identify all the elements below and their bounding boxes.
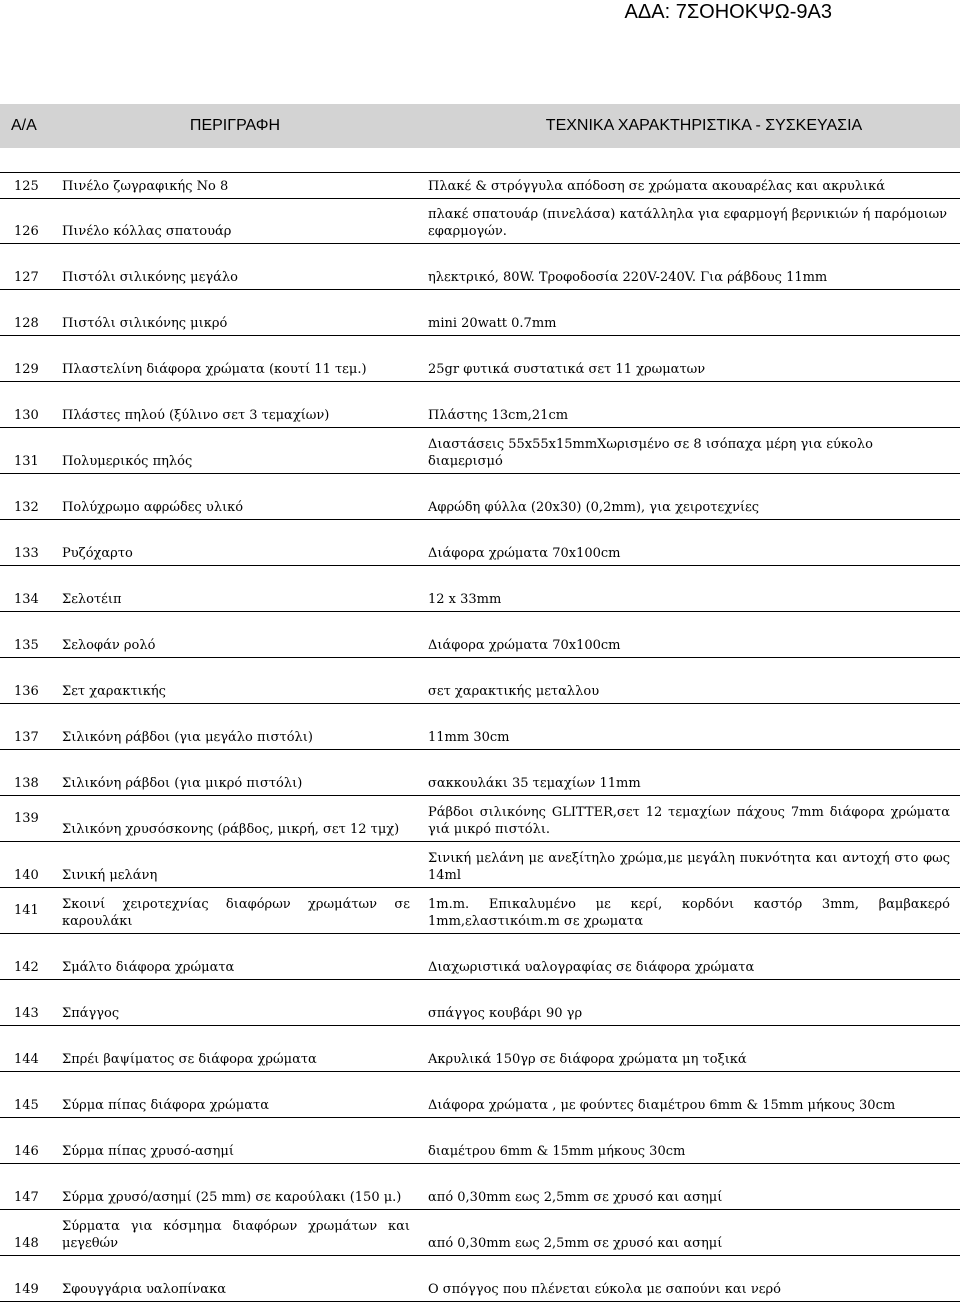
item-description: Σιλικόνη χρυσόσκονης (ράβδος, μικρή, σετ 12 τμχ) <box>52 796 418 842</box>
item-number: 131 <box>0 428 52 474</box>
table-row <box>0 173 960 199</box>
table-row <box>0 336 960 382</box>
table-row <box>0 520 960 566</box>
item-number: 138 <box>0 750 52 796</box>
item-number: 125 <box>0 173 52 199</box>
item-number: 140 <box>0 842 52 888</box>
item-specs: Διάφορα χρώματα 70x100cm <box>418 612 960 658</box>
table-row <box>0 750 960 796</box>
item-description: Πολύχρωμο αφρώδες υλικό <box>52 474 418 520</box>
item-number: 144 <box>0 1026 52 1072</box>
item-number: 136 <box>0 658 52 704</box>
item-specs: πλακέ σπατουάρ (πινελάσα) κατάλληλα για εφαρμογή βερνικιών ή παρόμοιων εφαρμογών. <box>418 199 960 244</box>
item-description: Σελοτέιπ <box>52 566 418 612</box>
item-description: Πινέλο ζωγραφικής Νο 8 <box>52 173 418 199</box>
item-specs: σετ χαρακτικής μεταλλου <box>418 658 960 704</box>
table-row <box>0 842 960 888</box>
item-number: 128 <box>0 290 52 336</box>
item-specs: Ακρυλικά 150γρ σε διάφορα χρώματα μη τοξικά <box>418 1026 960 1072</box>
item-number: 141 <box>0 888 52 934</box>
item-number: 133 <box>0 520 52 566</box>
item-number: 149 <box>0 1256 52 1302</box>
item-number: 129 <box>0 336 52 382</box>
item-description: Σύρματα για κόσμημα διαφόρων χρωμάτων και μεγεθών <box>52 1210 418 1256</box>
table-header-row <box>0 104 960 148</box>
item-number: 145 <box>0 1072 52 1118</box>
table-row <box>0 428 960 474</box>
table-row <box>0 658 960 704</box>
table-row <box>0 199 960 244</box>
item-specs: 1m.m. Επικαλυμένο με κερί, κορδόνι καστόρ 3mm, βαμβακερό 1mm,ελαστικόιm.m σε χρωματα <box>418 888 960 934</box>
item-description: Σύρμα πίπας χρυσό-ασημί <box>52 1118 418 1164</box>
table-row <box>0 1118 960 1164</box>
table-row <box>0 1210 960 1256</box>
item-description: Σκοινί χειροτεχνίας διαφόρων χρωμάτων σε καρουλάκι <box>52 888 418 934</box>
table-row <box>0 980 960 1026</box>
item-number: 137 <box>0 704 52 750</box>
item-specs: Διαχωριστικά υαλογραφίας σε διάφορα χρώματα <box>418 934 960 980</box>
table-row <box>0 1164 960 1210</box>
item-description: Πιστόλι σιλικόνης μικρό <box>52 290 418 336</box>
item-description: Σπρέι βαψίματος σε διάφορα χρώματα <box>52 1026 418 1072</box>
item-description: Σιλικόνη ράβδοι (για μικρό πιστόλι) <box>52 750 418 796</box>
items-table <box>0 104 960 1302</box>
item-description: Σύρμα πίπας διάφορα χρώματα <box>52 1072 418 1118</box>
item-specs: 25gr φυτικά συστατικά σετ 11 χρωματων <box>418 336 960 382</box>
item-specs: Διαστάσεις 55x55x15mmΧωρισμένο σε 8 ισόπαχα μέρη για εύκολο διαμερισμό <box>418 428 960 474</box>
item-specs: Πλακέ & στρόγγυλα απόδοση σε χρώματα ακουαρέλας και ακρυλικά <box>418 173 960 199</box>
item-number: 132 <box>0 474 52 520</box>
item-description: Σφουγγάρια υαλοπίνακα <box>52 1256 418 1302</box>
item-specs: mini 20watt 0.7mm <box>418 290 960 336</box>
item-number: 134 <box>0 566 52 612</box>
ada-code: ΑΔΑ: 7ΣΟΗΟΚΨΩ-9Α3 <box>624 1 832 23</box>
item-number: 146 <box>0 1118 52 1164</box>
table-row <box>0 888 960 934</box>
table-row <box>0 704 960 750</box>
table-row <box>0 612 960 658</box>
table-row <box>0 244 960 290</box>
item-specs: Αφρώδη φύλλα (20x30) (0,2mm), για χειροτεχνίες <box>418 474 960 520</box>
item-number: 143 <box>0 980 52 1026</box>
item-number: 130 <box>0 382 52 428</box>
item-specs: 12 x 33mm <box>418 566 960 612</box>
table-row <box>0 566 960 612</box>
item-specs: Σινική μελάνη με ανεξίτηλο χρώμα,με μεγάλη πυκνότητα και αντοχή στο φως 14ml <box>418 842 960 888</box>
table-spacer-row <box>0 148 960 173</box>
column-header-description: ΠΕΡΙΓΡΑΦΗ <box>52 104 418 148</box>
item-number: 127 <box>0 244 52 290</box>
item-specs: Ο σπόγγος που πλένεται εύκολα με σαπούνι και νερό <box>418 1256 960 1302</box>
item-description: Πολυμερικός πηλός <box>52 428 418 474</box>
item-number: 148 <box>0 1210 52 1256</box>
column-header-num: Α/Α <box>0 104 52 148</box>
item-description: Σμάλτο διάφορα χρώματα <box>52 934 418 980</box>
table-row <box>0 934 960 980</box>
table-row <box>0 290 960 336</box>
item-specs: Διάφορα χρώματα , με φούντες διαμέτρου 6mm & 15mm μήκους 30cm <box>418 1072 960 1118</box>
item-number: 147 <box>0 1164 52 1210</box>
column-header-specs: ΤΕΧΝΙΚΑ ΧΑΡΑΚΤΗΡΙΣΤΙΚΑ - ΣΥΣΚΕΥΑΣΙΑ <box>418 104 960 148</box>
item-description: Σελοφάν ρολό <box>52 612 418 658</box>
table-row <box>0 474 960 520</box>
item-description: Σετ χαρακτικής <box>52 658 418 704</box>
item-specs: ηλεκτρικό, 80W. Τροφοδοσία 220V-240V. Για ράβδους 11mm <box>418 244 960 290</box>
table-row <box>0 1026 960 1072</box>
item-description: Σινική μελάνη <box>52 842 418 888</box>
item-description: Ρυζόχαρτο <box>52 520 418 566</box>
item-description: Πινέλο κόλλας σπατουάρ <box>52 199 418 244</box>
item-description: Πλάστες πηλού (ξύλινο σετ 3 τεμαχίων) <box>52 382 418 428</box>
item-description: Πιστόλι σιλικόνης μεγάλο <box>52 244 418 290</box>
item-specs: Διάφορα χρώματα 70x100cm <box>418 520 960 566</box>
item-specs: σπάγγος κουβάρι 90 γρ <box>418 980 960 1026</box>
item-description: Πλαστελίνη διάφορα χρώματα (κουτί 11 τεμ.) <box>52 336 418 382</box>
item-specs: Ράβδοι σιλικόνης GLITTER,σετ 12 τεμαχίων πάχους 7mm διάφορα χρώματα γιά μικρό πιστόλι. <box>418 796 960 842</box>
item-specs: 11mm 30cm <box>418 704 960 750</box>
table-row <box>0 796 960 842</box>
item-specs: σακκουλάκι 35 τεμαχίων 11mm <box>418 750 960 796</box>
item-description: Σιλικόνη ράβδοι (για μεγάλο πιστόλι) <box>52 704 418 750</box>
table-row <box>0 1072 960 1118</box>
item-specs: από 0,30mm εως 2,5mm σε χρυσό και ασημί <box>418 1210 960 1256</box>
item-number: 142 <box>0 934 52 980</box>
item-number: 135 <box>0 612 52 658</box>
item-specs: από 0,30mm εως 2,5mm σε χρυσό και ασημί <box>418 1164 960 1210</box>
table-row <box>0 1256 960 1302</box>
table-row <box>0 382 960 428</box>
item-specs: διαμέτρου 6mm & 15mm μήκους 30cm <box>418 1118 960 1164</box>
item-number: 139 <box>0 796 52 842</box>
item-description: Σύρμα χρυσό/ασημί (25 mm) σε καρούλακι (150 μ.) <box>52 1164 418 1210</box>
item-specs: Πλάστης 13cm,21cm <box>418 382 960 428</box>
item-description: Σπάγγος <box>52 980 418 1026</box>
item-number: 126 <box>0 199 52 244</box>
